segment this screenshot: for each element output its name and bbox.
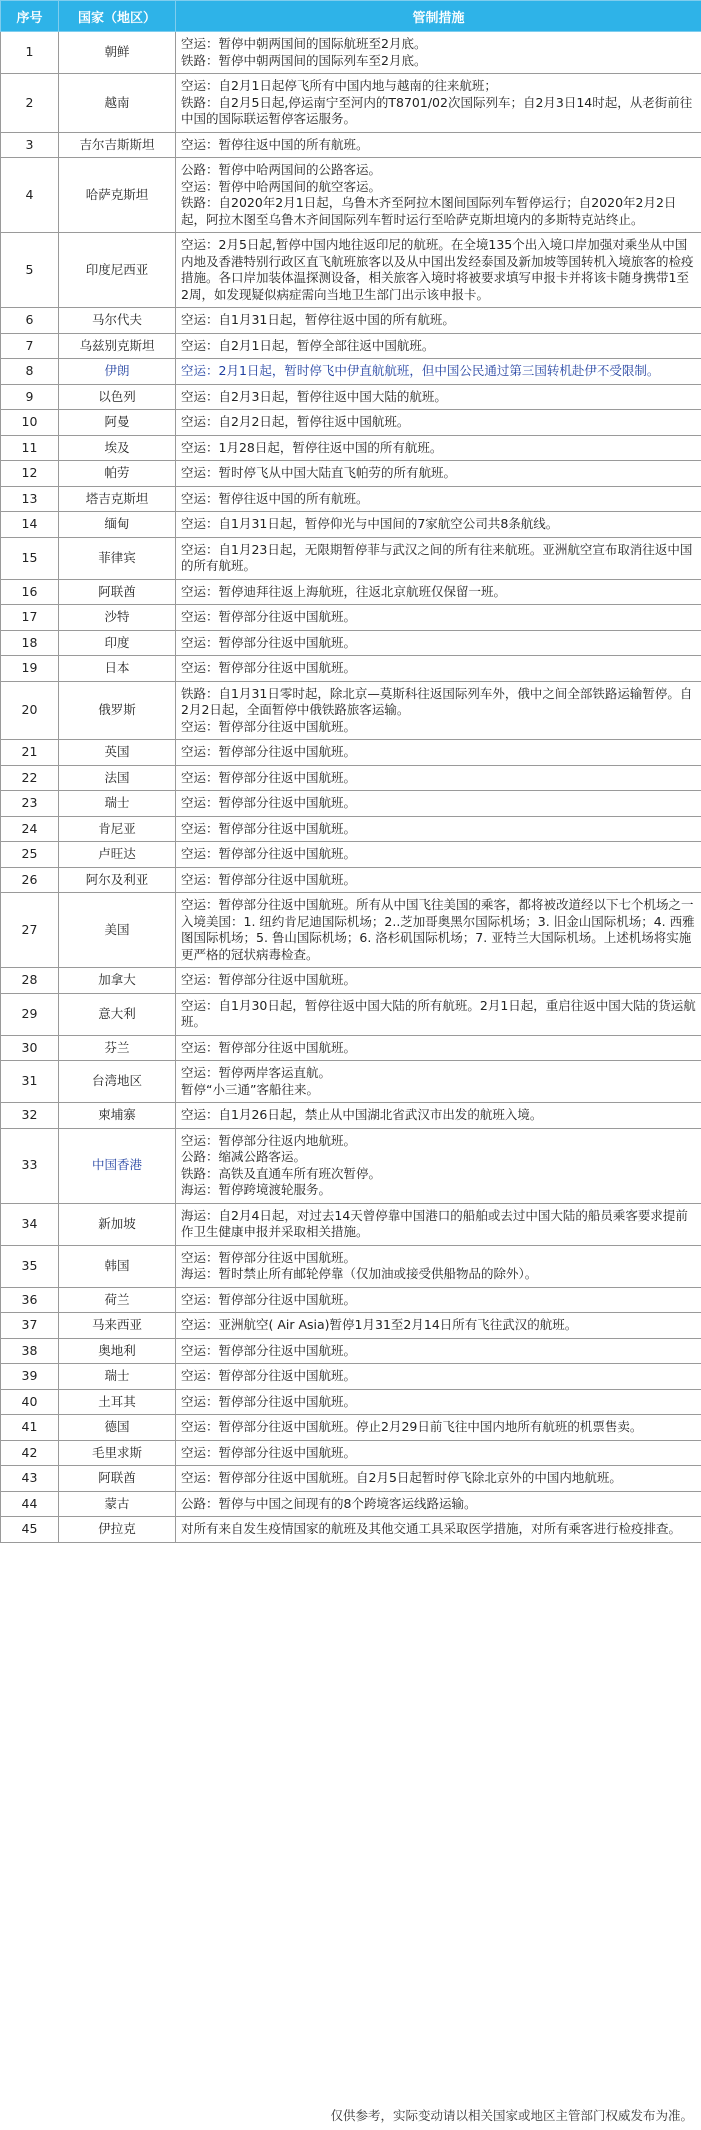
table-row (1, 1245, 701, 1287)
table-row (1, 233, 701, 308)
row-number: 43 (1, 1466, 59, 1492)
row-country: 阿联酋 (59, 1466, 176, 1492)
measure-line: 空运：暂停中朝两国间的国际航班至2月底。 (181, 36, 427, 51)
row-country: 奥地利 (59, 1338, 176, 1364)
row-country: 帕劳 (59, 461, 176, 487)
row-number: 33 (1, 1128, 59, 1203)
row-number: 5 (1, 233, 59, 308)
row-country: 伊拉克 (59, 1517, 176, 1543)
table-row (1, 1415, 701, 1441)
measure-line: 铁路：自1月31日零时起，除北京—莫斯科往返国际列车外，俄中之间全部铁路运输暂停。自2月2日起，全面暂停中俄铁路旅客运输。 (181, 685, 693, 717)
measure-line: 空运：1月28日起，暂停往返中国的所有航班。 (181, 439, 443, 455)
measure-line: 空运：暂停部分往返中国航班。自2月5日起暂时停飞除北京外的中国内地航班。 (181, 1470, 622, 1485)
row-country: 以色列 (59, 384, 176, 410)
row-measures (176, 1364, 701, 1390)
row-number: 25 (1, 842, 59, 868)
measure-line: 海运：暂停跨境渡轮服务。 (181, 1182, 332, 1197)
row-measures (176, 1287, 701, 1313)
row-country: 肯尼亚 (59, 816, 176, 842)
row-country: 美国 (59, 893, 176, 968)
measure-line: 空运：自2月1日起停飞所有中国内地与越南的往来航班； (181, 78, 497, 93)
measure-line: 公路：暂停与中国之间现有的8个跨境客运线路运输。 (181, 1495, 477, 1511)
row-measures (176, 1313, 701, 1339)
measure-line: 海运：自2月4日起，对过去14天曾停靠中国港口的船舶或去过中国大陆的船员乘客要求提前作卫生健康申报并采取相关措施。 (181, 1207, 688, 1239)
table-row (1, 132, 701, 158)
measure-line: 空运：暂停往返中国的所有航班。 (181, 490, 369, 506)
row-measures (176, 359, 701, 385)
measure-line: 空运：自1月31日起，暂停往返中国的所有航班。 (181, 312, 455, 327)
measure-line: 空运：暂停部分往返中国航班。 (181, 795, 357, 810)
row-number: 17 (1, 605, 59, 631)
table-row (1, 486, 701, 512)
table-row (1, 1203, 701, 1245)
measure-line: 空运：暂停部分往返中国航班。 (181, 1249, 357, 1265)
row-measures (176, 1491, 701, 1517)
row-measures (176, 461, 701, 487)
row-measures (176, 630, 701, 656)
measure-line: 空运：自1月23日起，无限期暂停菲与武汉之间的所有往来航班。亚洲航空宣布取消往返中国的所有航班。 (181, 541, 693, 573)
table-row (1, 968, 701, 994)
row-number: 6 (1, 308, 59, 334)
row-country: 荷兰 (59, 1287, 176, 1313)
measure-line: 对所有来自发生疫情国家的航班及其他交通工具采取医学措施，对所有乘客进行检疫排查。 (181, 1521, 682, 1536)
measure-line: 空运：暂停部分往返中国航班。 (181, 1444, 357, 1460)
measure-line: 空运：自1月31日起，暂停仰光与中国间的7家航空公司共8条航线。 (181, 516, 559, 531)
measure-line: 空运：2月5日起,暂停中国内地往返印尼的航班。在全境135个出入境口岸加强对乘坐从中国内地及香港特别行政区直飞航班旅客以及从中国出发经泰国及新加坡等国转机入境旅客的检疫措施。各口岸加装体温探测设备，相关旅客入境时将被要求填写申报卡并将该卡随身携带1至2周，如发现疑似病症需向当地卫生部门出示该申报卡。 (181, 237, 694, 302)
row-number: 29 (1, 993, 59, 1035)
table-body (1, 32, 701, 1543)
table-row (1, 579, 701, 605)
measure-line: 空运：暂停部分往返中国航班。 (181, 1342, 357, 1358)
table-row (1, 158, 701, 233)
row-number: 32 (1, 1103, 59, 1129)
table-row (1, 630, 701, 656)
measure-line: 空运：暂停部分往返中国航班。 (181, 609, 357, 624)
row-country: 加拿大 (59, 968, 176, 994)
row-country: 德国 (59, 1415, 176, 1441)
table-row (1, 816, 701, 842)
table-row (1, 384, 701, 410)
row-country: 吉尔吉斯斯坦 (59, 132, 176, 158)
row-measures (176, 740, 701, 766)
row-measures (176, 74, 701, 133)
row-measures (176, 486, 701, 512)
measure-line: 空运：暂停两岸客运直航。 (181, 1065, 332, 1080)
row-measures (176, 1389, 701, 1415)
row-number: 39 (1, 1364, 59, 1390)
measure-line: 空运：暂停部分往返中国航班。 (181, 660, 357, 675)
row-number: 42 (1, 1440, 59, 1466)
row-measures (176, 605, 701, 631)
row-measures (176, 893, 701, 968)
table-header-row (1, 1, 701, 32)
table-row (1, 842, 701, 868)
measure-line: 暂停“小三通”客船往来。 (181, 1081, 319, 1097)
row-country: 法国 (59, 765, 176, 791)
measure-line: 空运：暂停部分往返中国航班。 (181, 846, 357, 861)
row-country: 菲律宾 (59, 537, 176, 579)
row-country: 中国香港 (59, 1128, 176, 1203)
measure-line: 公路：暂停中哈两国间的公路客运。 (181, 162, 382, 177)
row-measures (176, 537, 701, 579)
measure-line: 铁路：自2月5日起,停运南宁至河内的T8701/02次国际列车；自2月3日14时起，从老街前往中国的国际联运暂停客运服务。 (181, 94, 693, 126)
row-country: 毛里求斯 (59, 1440, 176, 1466)
row-country: 印度尼西亚 (59, 233, 176, 308)
row-measures (176, 333, 701, 359)
table-row (1, 867, 701, 893)
row-number: 28 (1, 968, 59, 994)
row-measures (176, 681, 701, 740)
row-number: 2 (1, 74, 59, 133)
row-country: 阿曼 (59, 410, 176, 436)
table-row (1, 1389, 701, 1415)
row-number: 21 (1, 740, 59, 766)
row-measures (176, 1245, 701, 1287)
measure-line: 空运：暂停中哈两国间的航空客运。 (181, 178, 382, 194)
row-measures (176, 1035, 701, 1061)
row-country: 阿尔及利亚 (59, 867, 176, 893)
row-country: 瑞士 (59, 791, 176, 817)
table-row (1, 512, 701, 538)
table-row (1, 1491, 701, 1517)
row-number: 22 (1, 765, 59, 791)
footer-note: 仅供参考，实际变动请以相关国家或地区主管部门权威发布为准。 (330, 2108, 693, 2123)
row-number: 10 (1, 410, 59, 436)
measure-line: 空运：暂时停飞从中国大陆直飞帕劳的所有航班。 (181, 465, 457, 480)
measure-line: 空运：暂停部分往返中国航班。 (181, 744, 357, 759)
measure-line: 海运：暂时禁止所有邮轮停靠（仅加油或接受供船物品的除外）。 (181, 1266, 538, 1281)
table-row (1, 359, 701, 385)
table-row (1, 1287, 701, 1313)
row-measures (176, 1517, 701, 1543)
measure-line: 铁路：自2020年2月1日起，乌鲁木齐至阿拉木图间国际列车暂停运行；自2020年2月2日起，阿拉木图至乌鲁木齐间国际列车暂时运行至哈萨克斯坦境内的多斯特克站终止。 (181, 195, 677, 227)
row-number: 14 (1, 512, 59, 538)
row-country: 日本 (59, 656, 176, 682)
measure-line: 空运：自1月30日起，暂停往返中国大陆的所有航班。2月1日起，重启往返中国大陆的货运航班。 (181, 997, 696, 1029)
row-country: 埃及 (59, 435, 176, 461)
row-country: 新加坡 (59, 1203, 176, 1245)
row-number: 27 (1, 893, 59, 968)
measure-line: 空运：暂停部分往返中国航班。 (181, 1291, 357, 1307)
header-measures: 管制措施 (176, 1, 701, 32)
row-country: 塔吉克斯坦 (59, 486, 176, 512)
measure-line: 空运：暂停部分往返中国航班。 (181, 871, 357, 887)
measure-line: 空运：自2月3日起，暂停往返中国大陆的航班。 (181, 388, 447, 404)
row-country: 马尔代夫 (59, 308, 176, 334)
row-number: 35 (1, 1245, 59, 1287)
measure-line: 空运：暂停部分往返中国航班。停止2月29日前飞往中国内地所有航班的机票售卖。 (181, 1419, 643, 1434)
table-row (1, 410, 701, 436)
row-country: 朝鲜 (59, 32, 176, 74)
measure-line: 空运：暂停部分往返中国航班。 (181, 634, 357, 650)
row-number: 24 (1, 816, 59, 842)
row-country: 土耳其 (59, 1389, 176, 1415)
row-number: 23 (1, 791, 59, 817)
row-measures (176, 1061, 701, 1103)
row-country: 乌兹别克斯坦 (59, 333, 176, 359)
measure-line: 公路：缩减公路客运。 (181, 1149, 307, 1164)
row-number: 18 (1, 630, 59, 656)
measure-line: 铁路：高铁及直通车所有班次暂停。 (181, 1165, 382, 1181)
row-measures (176, 435, 701, 461)
row-number: 16 (1, 579, 59, 605)
row-measures (176, 1415, 701, 1441)
row-number: 3 (1, 132, 59, 158)
row-measures (176, 867, 701, 893)
measure-line: 空运：暂停部分往返中国航班。 (181, 718, 357, 734)
row-country: 印度 (59, 630, 176, 656)
table-row (1, 308, 701, 334)
row-number: 13 (1, 486, 59, 512)
row-measures (176, 656, 701, 682)
row-country: 越南 (59, 74, 176, 133)
table-row (1, 893, 701, 968)
measure-line: 空运：暂停部分往返中国航班。所有从中国飞往美国的乘客，都将被改道经以下七个机场之一入境美国：1. 纽约肯尼迪国际机场；2..芝加哥奥黑尔国际机场；3. 旧金山国际机场；4. 西雅图国际机场；5. 鲁山国际机场；6. 洛杉矶国际机场；7. 亚特兰大国际机场。上述机场将实施更严格的冠状病毒检查。 (181, 897, 695, 962)
table-row (1, 461, 701, 487)
table-row (1, 32, 701, 74)
row-measures (176, 32, 701, 74)
row-number: 19 (1, 656, 59, 682)
measure-line: 空运：暂停部分往返中国航班。 (181, 1368, 357, 1383)
measure-line: 空运：暂停迪拜往返上海航班，往返北京航班仅保留一班。 (181, 583, 507, 599)
header-country: 国家（地区） (59, 1, 176, 32)
table-row (1, 1517, 701, 1543)
row-country: 沙特 (59, 605, 176, 631)
table-row (1, 333, 701, 359)
table-row (1, 656, 701, 682)
row-measures (176, 765, 701, 791)
table-row (1, 765, 701, 791)
row-measures (176, 384, 701, 410)
row-measures (176, 512, 701, 538)
table-row (1, 537, 701, 579)
row-measures (176, 158, 701, 233)
measure-line: 空运：暂停部分往返中国航班。 (181, 769, 357, 785)
row-number: 36 (1, 1287, 59, 1313)
row-number: 4 (1, 158, 59, 233)
row-country: 马来西亚 (59, 1313, 176, 1339)
row-number: 9 (1, 384, 59, 410)
row-country: 英国 (59, 740, 176, 766)
row-measures (176, 1128, 701, 1203)
row-country: 哈萨克斯坦 (59, 158, 176, 233)
row-measures (176, 308, 701, 334)
measure-line: 空运：暂停部分往返中国航班。 (181, 1039, 357, 1055)
measure-line: 空运：暂停部分往返内地航班。 (181, 1132, 357, 1148)
row-measures (176, 791, 701, 817)
table-row (1, 1440, 701, 1466)
row-measures (176, 1466, 701, 1492)
row-number: 44 (1, 1491, 59, 1517)
row-measures (176, 233, 701, 308)
row-country: 瑞士 (59, 1364, 176, 1390)
row-country: 台湾地区 (59, 1061, 176, 1103)
measure-line: 铁路：暂停中朝两国间的国际列车至2月底。 (181, 52, 427, 68)
row-number: 7 (1, 333, 59, 359)
row-number: 26 (1, 867, 59, 893)
row-measures (176, 132, 701, 158)
measure-line: 空运：暂停部分往返中国航班。 (181, 1393, 357, 1409)
table-row (1, 74, 701, 133)
row-number: 45 (1, 1517, 59, 1543)
row-country: 芬兰 (59, 1035, 176, 1061)
row-country: 意大利 (59, 993, 176, 1035)
row-number: 38 (1, 1338, 59, 1364)
row-number: 30 (1, 1035, 59, 1061)
row-measures (176, 993, 701, 1035)
row-number: 40 (1, 1389, 59, 1415)
row-number: 41 (1, 1415, 59, 1441)
measure-line: 空运：自2月1日起，暂停全部往返中国航班。 (181, 337, 435, 353)
table-row (1, 1061, 701, 1103)
table-row (1, 1466, 701, 1492)
table-row (1, 1035, 701, 1061)
table-row (1, 1313, 701, 1339)
row-number: 8 (1, 359, 59, 385)
row-country: 柬埔寨 (59, 1103, 176, 1129)
row-number: 31 (1, 1061, 59, 1103)
measure-line: 空运：自2月2日起，暂停往返中国航班。 (181, 414, 410, 429)
row-number: 37 (1, 1313, 59, 1339)
measure-line: 空运：暂停部分往返中国航班。 (181, 972, 357, 987)
row-country: 蒙古 (59, 1491, 176, 1517)
row-number: 15 (1, 537, 59, 579)
header-no: 序号 (1, 1, 59, 32)
row-number: 20 (1, 681, 59, 740)
table-row (1, 740, 701, 766)
row-measures (176, 410, 701, 436)
row-number: 11 (1, 435, 59, 461)
table-row (1, 605, 701, 631)
row-measures (176, 1103, 701, 1129)
row-country: 阿联酋 (59, 579, 176, 605)
row-measures (176, 968, 701, 994)
row-number: 34 (1, 1203, 59, 1245)
row-country: 伊朗 (59, 359, 176, 385)
row-measures (176, 1440, 701, 1466)
row-country: 韩国 (59, 1245, 176, 1287)
row-country: 缅甸 (59, 512, 176, 538)
row-measures (176, 1203, 701, 1245)
table-row (1, 435, 701, 461)
table-row (1, 993, 701, 1035)
row-measures (176, 842, 701, 868)
row-country: 卢旺达 (59, 842, 176, 868)
row-measures (176, 1338, 701, 1364)
measure-line: 空运：暂停往返中国的所有航班。 (181, 136, 369, 152)
table-row (1, 1338, 701, 1364)
row-number: 12 (1, 461, 59, 487)
row-measures (176, 816, 701, 842)
row-country: 俄罗斯 (59, 681, 176, 740)
table-row (1, 1103, 701, 1129)
table-row (1, 1364, 701, 1390)
row-number: 1 (1, 32, 59, 74)
measure-line: 空运：亚洲航空( Air Asia)暂停1月31至2月14日所有飞往武汉的航班。 (181, 1317, 578, 1332)
table-row (1, 1128, 701, 1203)
measure-line: 空运：2月1日起，暂时停飞中伊直航航班，但中国公民通过第三国转机赴伊不受限制。 (181, 363, 660, 378)
measure-line: 空运：自1月26日起，禁止从中国湖北省武汉市出发的航班入境。 (181, 1107, 543, 1122)
row-measures (176, 579, 701, 605)
table-row (1, 681, 701, 740)
measure-line: 空运：暂停部分往返中国航班。 (181, 820, 357, 836)
table-row (1, 791, 701, 817)
